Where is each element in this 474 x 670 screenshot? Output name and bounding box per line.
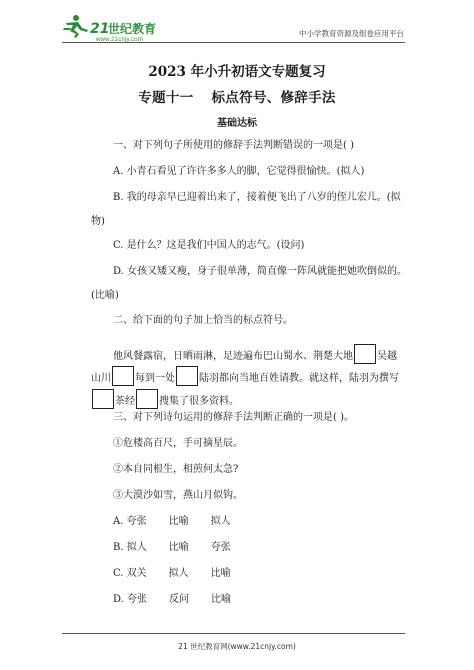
footer-text: 21 世纪教育网(www.21cnjy.com) [178, 642, 296, 651]
q3-poem-1: ①危楼高百尺，手可摘星辰。 [113, 438, 243, 449]
option-term: 夸张 [210, 542, 231, 553]
q1-option-a: A. 小青石看见了许许多多人的脚，它觉得很愉快。(拟人) [113, 166, 365, 177]
answer-box[interactable] [112, 366, 134, 386]
q2-text: 他风餐露宿，日晒雨淋，足迹遍布巴山蜀水、荆楚大地 [113, 351, 353, 362]
q3-stem: 三、对下列诗句运用的修辞手法判断正确的一项是( )。 [113, 412, 354, 423]
option-label: B. 拟人 [113, 542, 147, 553]
option-label: D. 夸张 [113, 594, 148, 605]
q1-option-c: C. 是什么？这是我们中国人的志气。(设问) [113, 240, 305, 251]
q3-option-a [113, 516, 231, 528]
option-term: 拟人 [168, 568, 189, 579]
q3-option-d [113, 594, 231, 606]
answer-box[interactable] [92, 389, 114, 409]
q1-option-b: B. 我的母亲早已迎着出来了，接着便飞出了八岁的侄儿宏儿。(拟 [113, 192, 401, 203]
q3-option-b [113, 542, 231, 554]
q2-text: 吴越 [377, 351, 397, 362]
q2-passage-line-2 [91, 366, 399, 386]
q2-stem: 二、给下面的句子加上恰当的标点符号。 [113, 315, 293, 326]
q2-passage-line-3 [91, 389, 239, 409]
q3-poem-3: ③大漠沙如雪，燕山月似钩。 [113, 490, 243, 501]
answer-box[interactable] [176, 366, 198, 386]
subtitle [0, 86, 474, 106]
option-term: 比喻 [210, 568, 231, 579]
subtitle-topic-number: 专题十一 [138, 90, 194, 106]
option-term: 拟人 [210, 516, 231, 527]
q2-text: 陆羽都向当地百姓请教。就这样，陆羽为撰写 [199, 373, 399, 384]
option-term: 比喻 [168, 542, 189, 553]
q3-option-c [113, 568, 231, 580]
logo-url: www.21cnjy.com [96, 37, 144, 43]
svg-text:21: 21 [90, 21, 110, 37]
main-title: 2023 年小升初语文专题复习 [148, 64, 326, 80]
answer-box[interactable] [136, 389, 158, 409]
option-label: A. 夸张 [113, 516, 147, 527]
option-term: 比喻 [211, 594, 232, 605]
q1-option-d-cont: (比喻) [91, 290, 119, 301]
option-term: 反问 [169, 594, 190, 605]
section-title: 基础达标 [217, 118, 257, 129]
q2-text: 茶经 [115, 396, 135, 407]
subtitle-topic-name: 标点符号、修辞手法 [211, 90, 336, 106]
q2-text: 山川 [91, 373, 111, 384]
header-platform-text: 中小学教育资源及组卷应用平台 [299, 29, 404, 38]
runner-icon [63, 15, 88, 38]
page-header [0, 0, 474, 52]
footer-divider [62, 633, 405, 634]
header-divider [62, 42, 405, 43]
q2-text: 每到一处 [135, 373, 175, 384]
q1-stem: 一、对下列句子所使用的修辞手法判断错误的一项是( ) [113, 140, 354, 151]
option-term: 比喻 [168, 516, 189, 527]
option-label: C. 双关 [113, 568, 147, 579]
logo-text: 世纪教育 [108, 22, 157, 36]
q2-passage-line-1 [113, 344, 397, 364]
answer-box[interactable] [354, 344, 376, 364]
q1-option-d: D. 女孩又矮又瘦，身子很单薄，简直像一阵风就能把她吹倒似的。 [113, 266, 408, 277]
q3-poem-2: ②本自同根生，相煎何太急? [113, 464, 239, 475]
q2-text: 搜集了很多资料。 [159, 396, 239, 407]
q1-option-b-cont: 物) [91, 216, 105, 227]
